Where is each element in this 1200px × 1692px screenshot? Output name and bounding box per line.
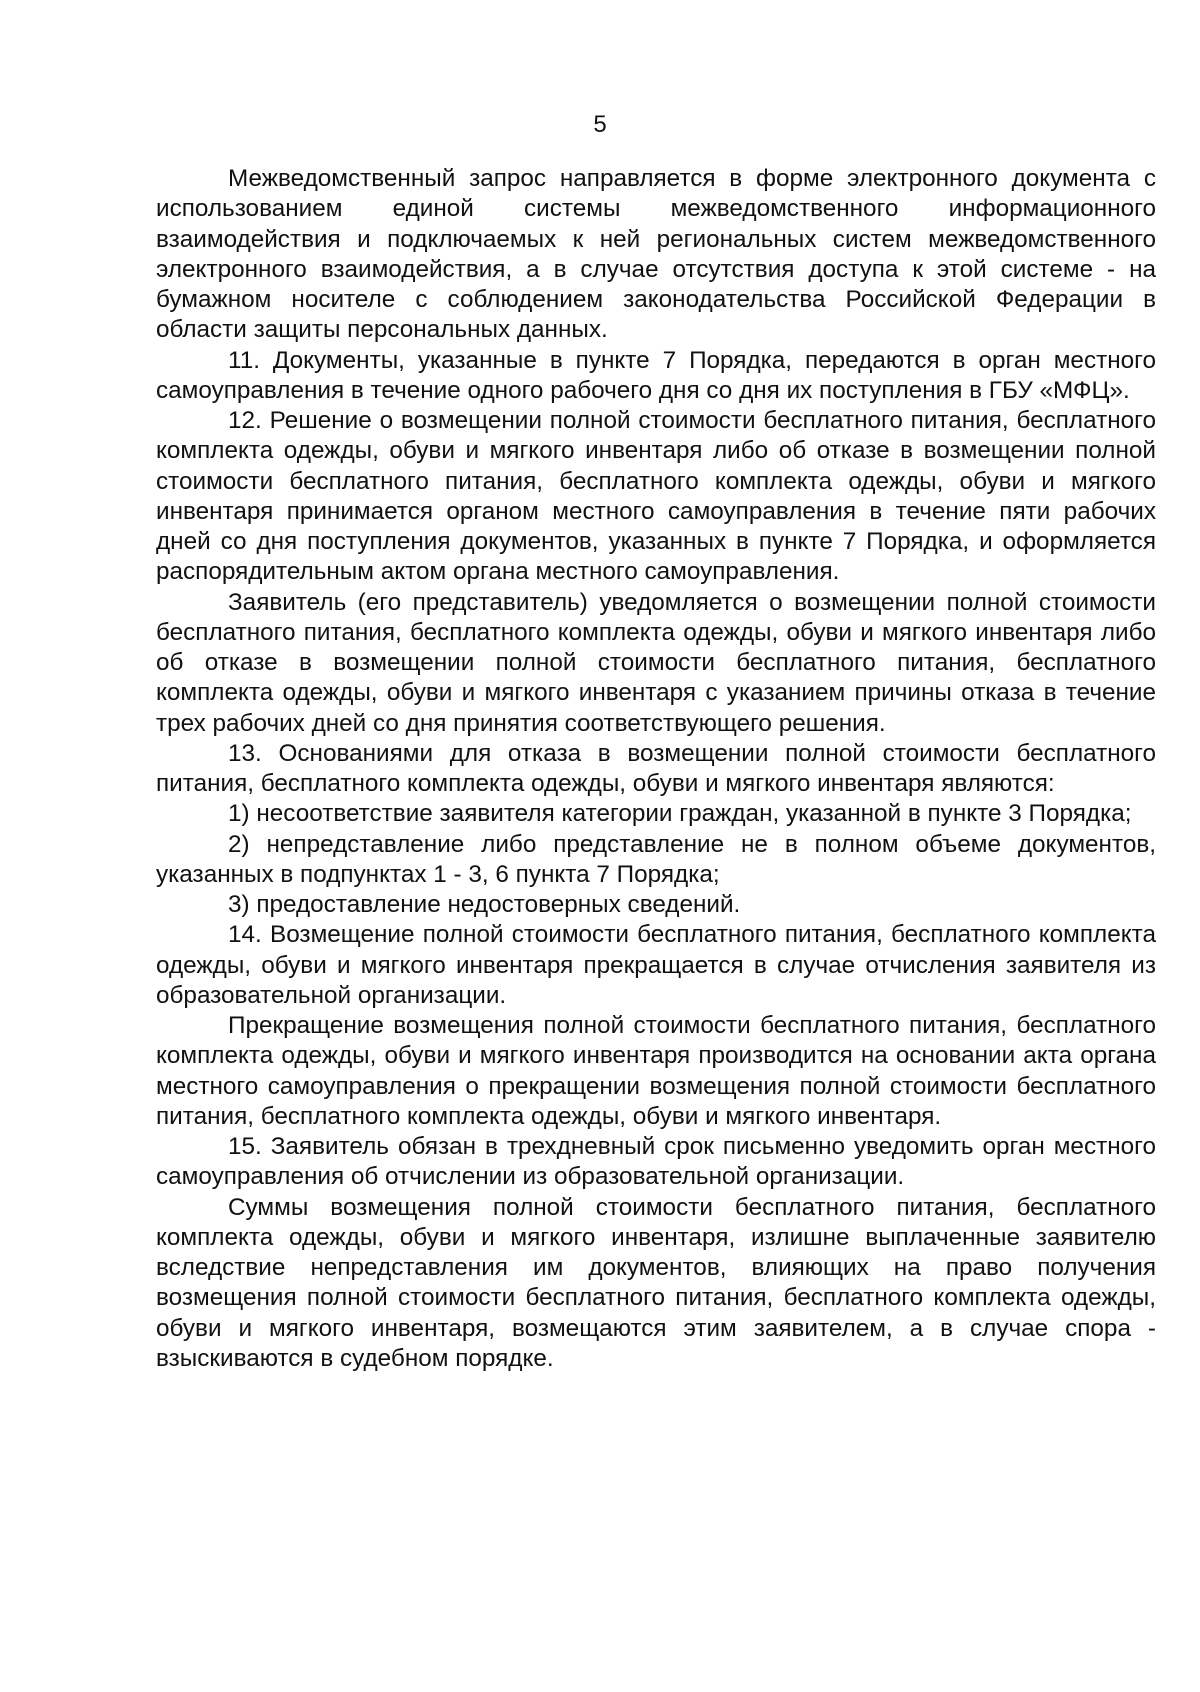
paragraph-item-13-sub-1: 1) несоответствие заявителя категории граждан, указанной в пункте 3 Порядка;	[228, 800, 1132, 828]
paragraph-item-13: 13. Основаниями для отказа в возмещении полной стоимости бесплатного питания, бесплатного комплекта одежды, обуви и мягкого инвентаря являются:	[156, 739, 1156, 797]
paragraph-interagency-request: Межведомственный запрос направляется в форме электронного документа с использованием единой системы межведомственного информационного взаимодействия и подключаемых к ней региональных систем межведомственного электронного взаимодействия, а в случае отсутствия доступа к этой системе - на бумажном носителе с соблюдением законодательства Российской Федерации в области защиты персональных данных.	[156, 165, 1156, 344]
paragraph-termination: Прекращение возмещения полной стоимости бесплатного питания, бесплатного комплекта одежды, обуви и мягкого инвентаря производится на основании акта органа местного самоуправления о прекращении возмещения полной стоимости бесплатного питания, бесплатного комплекта одежды, обуви и мягкого инвентаря.	[156, 1012, 1156, 1130]
page-number: 5	[593, 111, 607, 138]
paragraph-item-13-sub-3: 3) предоставление недостоверных сведений.	[228, 891, 741, 918]
paragraph-applicant-notification: Заявитель (его представитель) уведомляется о возмещении полной стоимости бесплатного питания, бесплатного комплекта одежды, обуви и мягкого инвентаря либо об отказе в возмещении полной стоимости бесплатного питания, бесплатного комплекта одежды, обуви и мягкого инвентаря с указанием причины отказа в течение трех рабочих дней со дня принятия соответствующего решения.	[156, 588, 1156, 737]
paragraph-item-12: 12. Решение о возмещении полной стоимости бесплатного питания, бесплатного комплекта одежды, обуви и мягкого инвентаря либо об отказе в возмещении полной стоимости бесплатного питания, бесплатного комплекта одежды, обуви и мягкого инвентаря принимается органом местного самоуправления в течение пяти рабочих дней со дня поступления документов, указанных в пункте 7 Порядка, и оформляется распорядительным актом органа местного самоуправления.	[156, 407, 1156, 586]
paragraph-item-15: 15. Заявитель обязан в трехдневный срок письменно уведомить орган местного самоуправления об отчислении из образовательной организации.	[156, 1133, 1156, 1191]
document-body	[156, 164, 1156, 1374]
paragraph-item-14: 14. Возмещение полной стоимости бесплатного питания, бесплатного комплекта одежды, обуви и мягкого инвентаря прекращается в случае отчисления заявителя из образовательной организации.	[156, 921, 1156, 1009]
paragraph-item-13-sub-2: 2) непредставление либо представление не в полном объеме документов, указанных в подпунктах 1 - 3, 6 пункта 7 Порядка;	[156, 830, 1156, 888]
paragraph-overpayment: Суммы возмещения полной стоимости бесплатного питания, бесплатного комплекта одежды, обуви и мягкого инвентаря, излишне выплаченные заявителю вследствие непредставления им документов, влияющих на право получения возмещения полной стоимости бесплатного питания, бесплатного комплекта одежды, обуви и мягкого инвентаря, возмещаются этим заявителем, а в случае спора - взыскиваются в судебном порядке.	[156, 1193, 1156, 1372]
paragraph-item-11: 11. Документы, указанные в пункте 7 Порядка, передаются в орган местного самоуправления в течение одного рабочего дня со дня их поступления в ГБУ «МФЦ».	[156, 346, 1156, 404]
